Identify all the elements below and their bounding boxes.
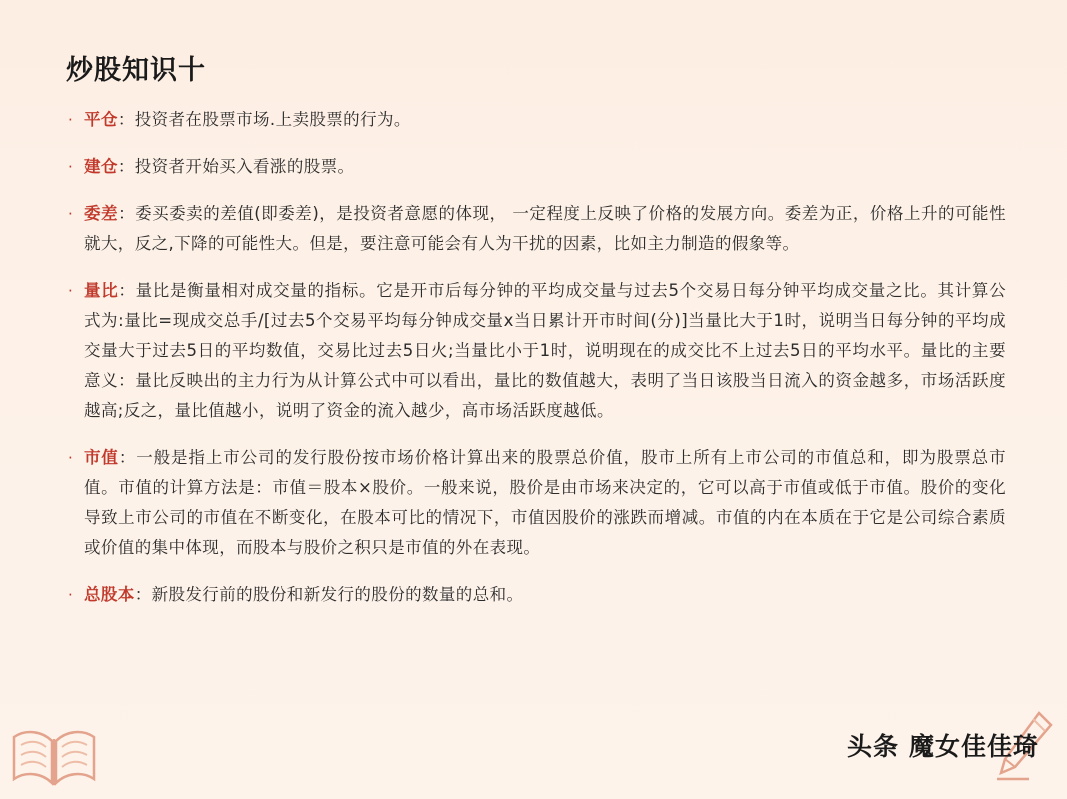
bullet-icon: · [68,205,73,223]
bullet-icon: · [68,282,73,300]
term-definition: 新股发行前的股份和新发行的股份的数量的总和。 [151,585,524,604]
list-item-body [84,580,1006,610]
list-item-body [84,152,1006,182]
footer-brand [847,727,1039,763]
term-label: 市值 [84,448,119,467]
list-item [66,199,1006,259]
term-definition: 一般是指上市公司的发行股份按市场价格计算出来的股票总价值，股市上所有上市公司的市值总和，即为股票总市值。市值的计算方法是：市值＝股本×股价。一般来说，股价是由市场来决定的，它可以高于市值或低于市值。股价的变化导致上市公司的市值在不断变化，在股本可比的情况下，市值因股价的涨跌而增减。市值的内在本质在于它是公司综合素质或价值的集中体现，而股本与股价之积只是市值的外在表现。 [84,448,1006,557]
term-separator: ： [117,110,135,129]
list-item-body [84,443,1006,563]
list-item-body [84,105,1006,135]
term-separator: ： [118,204,136,223]
bullet-icon: · [68,158,73,176]
term-label: 总股本 [84,585,135,604]
page-title: 炒股知识十 [66,55,206,86]
term-definition: 投资者在股票市场.上卖股票的行为。 [134,110,411,129]
term-label: 量比 [84,281,119,300]
list-item [66,152,1006,182]
knowledge-list [66,105,1006,627]
bullet-icon: · [68,449,73,467]
list-item-body [84,276,1006,426]
term-label: 建仓 [84,157,118,176]
term-definition: 投资者开始买入看涨的股票。 [134,157,355,176]
term-definition: 量比是衡量相对成交量的指标。它是开市后每分钟的平均成交量与过去5个交易日每分钟平均成交量之比。其计算公式为:量比=现成交总手/[过去5个交易平均每分钟成交量x当日累计开市时间(分)]当量比大于1时，说明当日每分钟的平均成交量大于过去5日的平均数值，交易比过去5日火;当量比小于1时，说明现在的成交比不上过去5日的平均水平。量比的主要意义：量比反映出的主力行为从计算公式中可以看出，量比的数值越大，表明了当日该股当日流入的资金越多，市场活跃度越高;反之，量比值越小，说明了资金的流入越少，高市场活跃度越低。 [84,281,1006,420]
bullet-icon: · [68,586,73,604]
term-separator: ： [134,585,152,604]
term-separator: ： [117,157,135,176]
term-separator: ： [118,448,137,467]
list-item [66,276,1006,426]
list-item [66,105,1006,135]
term-separator: ： [118,281,136,300]
open-book-icon [8,723,100,791]
platform-label: 头条 [846,732,899,761]
list-item [66,580,1006,610]
term-definition: 委买委卖的差值(即委差)，是投资者意愿的体现， 一定程度上反映了价格的发展方向。委差为正，价格上升的可能性就大，反之,下降的可能性大。但是，要注意可能会有人为干扰的因素，比如主力制造的假象等。 [84,204,1006,253]
term-label: 平仓 [84,110,118,129]
author-label: 魔女佳佳琦 [908,732,1039,761]
list-item [66,443,1006,563]
bullet-icon: · [68,111,73,129]
list-item-body [84,199,1006,259]
term-label: 委差 [84,204,119,223]
